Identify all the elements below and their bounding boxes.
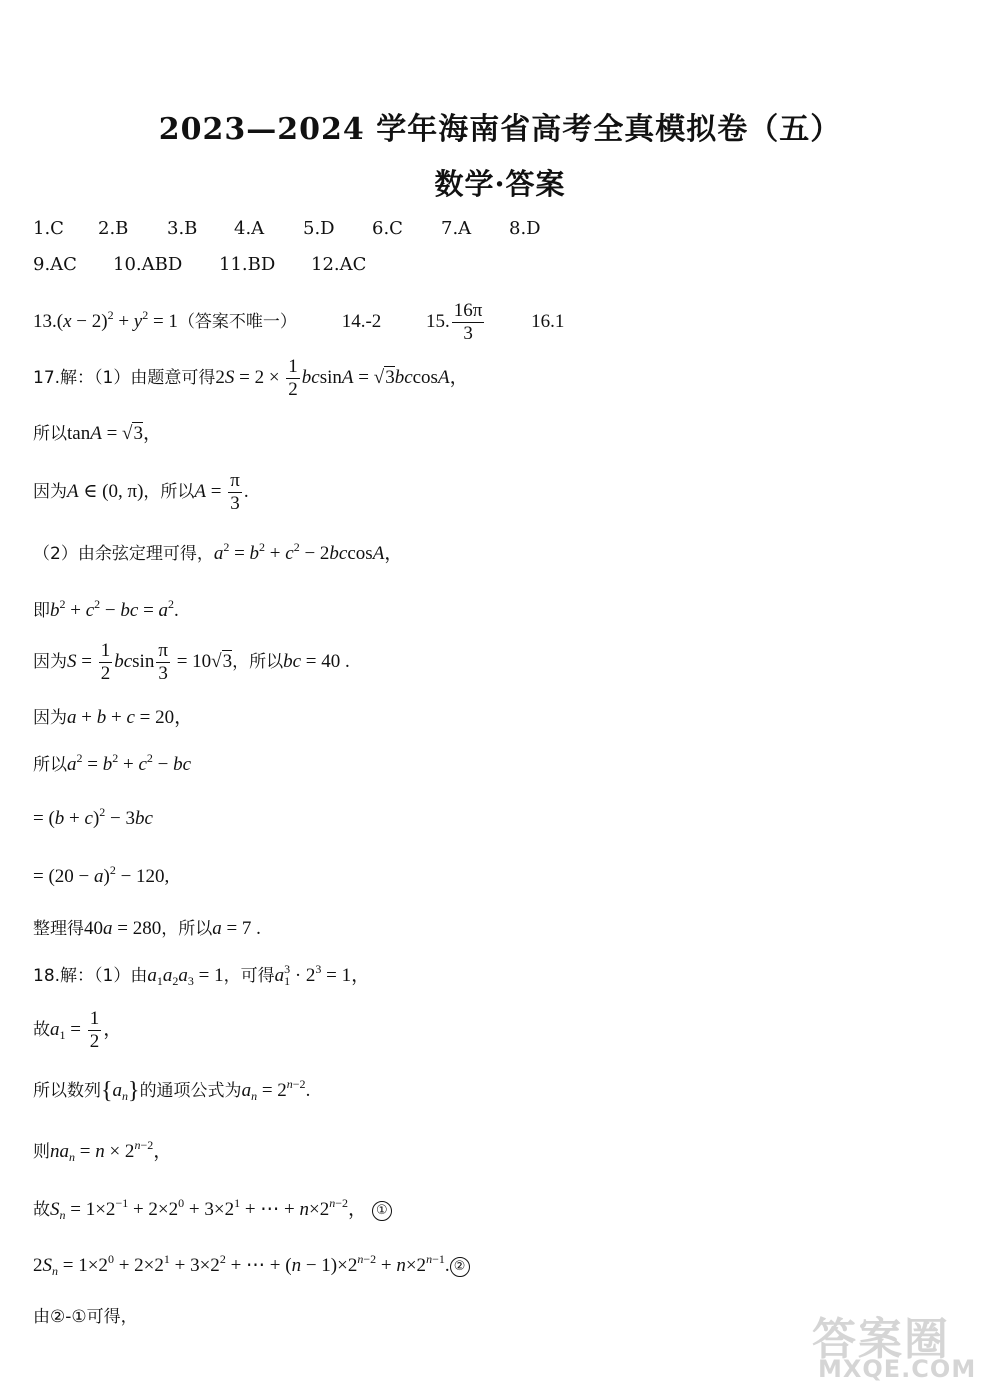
- solution-18-line-7: 由②-①可得，: [33, 1307, 138, 1327]
- answer-item: 12.AC: [311, 254, 367, 275]
- solution-17-line-9: = $(b + c)^2 - 3bc$: [33, 805, 153, 829]
- answer-item: 5.D: [303, 218, 335, 239]
- answer-item: 11.BD: [219, 254, 276, 275]
- answer-item: 8.D: [509, 218, 541, 239]
- document-title: 2023—2024 学年海南省高考全真模拟卷（五）: [158, 112, 842, 147]
- q13-formula: $(x - 2)^2 + y^2 = 1$: [56, 307, 178, 332]
- answer-item: 2.B: [98, 218, 129, 239]
- q16-answer: 16.1: [531, 310, 565, 332]
- solution-17-line-5: 即$b^2 + c^2$ − bc = $a^2$.: [33, 597, 179, 621]
- solution-18-line-6: $2S_n = 1\times 2^0 + 2\times 2^1 + 3\times 2^2$ + ⋯ + $(n - 1)\times 2^{n-2} + n\times 2^{n-1}$. ②: [33, 1254, 470, 1277]
- solution-18-line-5: 故$S_n = 1\times 2^{-1} + 2\times 2^0 + 3\times 2^1$ + ⋯ + $n\times 2^{n-2}$， ①: [33, 1194, 392, 1221]
- solution-18-line-4: 则$na_n = n \times 2^{n-2}$，: [33, 1138, 173, 1164]
- answer-item: 10.ABD: [113, 254, 183, 275]
- solution-18-line-3: 所以数列$\{a_n\}$的通项公式为$a_n = 2^{n-2}$.: [33, 1077, 311, 1104]
- solution-17-line-10: = $(20 - a)^2 - 120$,: [33, 863, 170, 887]
- answer-item: 9.AC: [33, 254, 77, 275]
- answer-item: 4.A: [234, 218, 265, 239]
- solution-17-line-11: 整理得40a = 280，所以a = 7 .: [33, 918, 261, 939]
- solution-18-line-1: 18.解：（1）由$a_1a_2a_3 = 1$，可得$a_1^3 \cdot 2^3 = 1$，: [33, 962, 371, 988]
- answer-item: 3.B: [167, 218, 198, 239]
- q13-prefix: 13.: [33, 310, 57, 332]
- solution-17-line-2: 所以tanA = √3，: [33, 423, 162, 444]
- q15-prefix: 15.: [426, 310, 450, 332]
- answer-item: 6.C: [372, 218, 403, 239]
- answer-item: 1.C: [33, 218, 64, 239]
- solution-17-line-4: （2）由余弦定理可得，$a^2 = b^2 + c^2 - 2bccosA$，: [33, 540, 404, 564]
- solution-17-line-1: 17.解：（1）由题意可得2S = 2 × $\frac{1}{2}$ bcsinA = √3bccosA，: [33, 356, 469, 400]
- q15-fraction: $\frac{16\pi}{3}$: [453, 300, 483, 344]
- watermark-logo: 答案圈 MXQE.COM: [812, 1314, 977, 1383]
- answers-13-16: [33, 300, 564, 345]
- circle-marker-1: ①: [372, 1201, 392, 1221]
- q13-note: （答案不唯一）: [177, 311, 297, 332]
- document-subtitle: 数学·答案: [434, 167, 566, 201]
- circle-marker-2: ②: [450, 1257, 470, 1277]
- solution-17-line-3: 因为A ∈ (0, π)，所以A = $\frac{\pi}{3}$ .: [33, 470, 249, 514]
- solution-17-line-8: 所以$a^2 = b^2 + c^2$ − bc: [33, 751, 192, 775]
- solution-17-line-7: 因为a + b + c = 20，: [33, 707, 194, 728]
- answer-item: 7.A: [441, 218, 472, 239]
- solution-18-line-2: 故$a_1$ = $\frac{1}{2}$ ，: [33, 1008, 123, 1052]
- solution-17-line-6: 因为S = $\frac{1}{2}$ bcsin $\frac{\pi}{3}$ = 10√3，所以bc = 40 .: [33, 640, 350, 684]
- q14-answer: 14.-2: [341, 310, 382, 332]
